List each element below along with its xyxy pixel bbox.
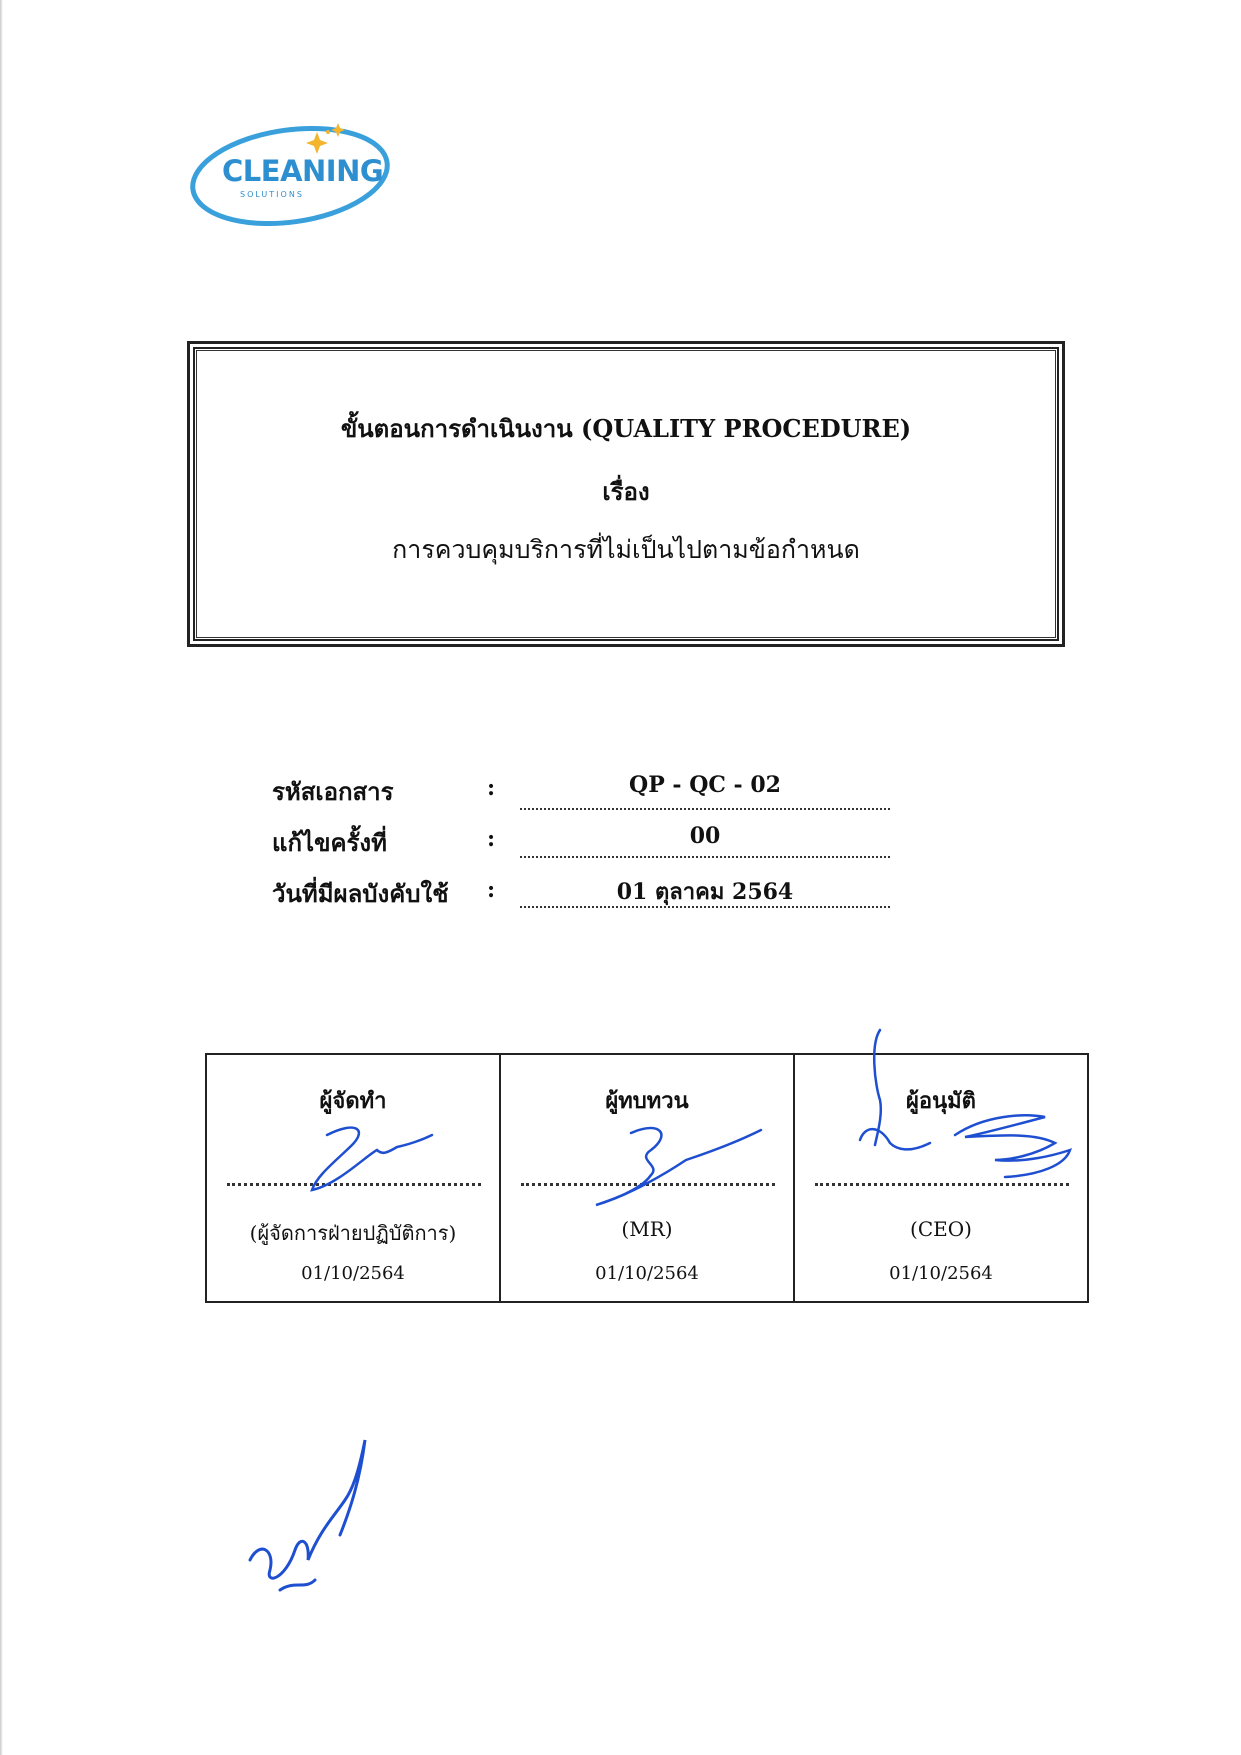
separator: : — [487, 877, 496, 903]
document-code-label: รหัสเอกสาร — [272, 777, 394, 806]
scan-edge — [0, 0, 3, 1755]
revision-label: แก้ไขครั้งที่ — [272, 828, 387, 857]
prepared-by-cell — [207, 1055, 501, 1301]
prepared-by-title: ผู้จัดทำ — [319, 1088, 387, 1114]
prepared-by-date: 01/10/2564 — [301, 1263, 405, 1284]
signature-line — [521, 1183, 775, 1186]
dotted-line — [520, 808, 890, 810]
logo-tagline: SOLUTIONS — [240, 190, 304, 199]
separator: : — [487, 826, 496, 852]
revision-value: 00 — [689, 823, 721, 849]
signature-line — [227, 1183, 481, 1186]
effective-date-value: 01 ตุลาคม 2564 — [616, 879, 794, 905]
reviewed-by-role: (MR) — [621, 1217, 673, 1241]
approved-by-title: ผู้อนุมัติ — [906, 1088, 976, 1114]
handwritten-initial-icon — [240, 1420, 400, 1600]
document-code-value: QP - QC - 02 — [629, 772, 781, 798]
prepared-by-role: (ผู้จัดการฝ่ายปฏิบัติการ) — [249, 1221, 457, 1245]
effective-date-label: วันที่มีผลบังคับใช้ — [272, 879, 449, 908]
signature-icon — [297, 1115, 497, 1215]
subject-title: การควบคุมบริการที่ไม่เป็นไปตามข้อกำหนด — [392, 535, 860, 564]
signature-line — [815, 1183, 1069, 1186]
logo-brand-text: CLEANING — [222, 154, 384, 188]
approved-by-role: (CEO) — [910, 1217, 972, 1241]
signature-icon — [591, 1115, 811, 1225]
approved-by-cell — [795, 1055, 1087, 1301]
reviewed-by-title: ผู้ทบทวน — [605, 1088, 689, 1114]
approval-table — [205, 1053, 1089, 1303]
reviewed-by-cell — [501, 1055, 795, 1301]
dotted-line — [520, 856, 890, 858]
approved-by-date: 01/10/2564 — [889, 1263, 993, 1284]
separator: : — [487, 775, 496, 801]
procedure-heading: ขั้นตอนการดำเนินงาน (QUALITY PROCEDURE) — [340, 414, 912, 443]
company-logo — [186, 118, 402, 236]
reviewed-by-date: 01/10/2564 — [595, 1263, 699, 1284]
title-frame — [187, 341, 1065, 647]
subject-label: เรื่อง — [602, 477, 650, 506]
dotted-line — [520, 906, 890, 908]
